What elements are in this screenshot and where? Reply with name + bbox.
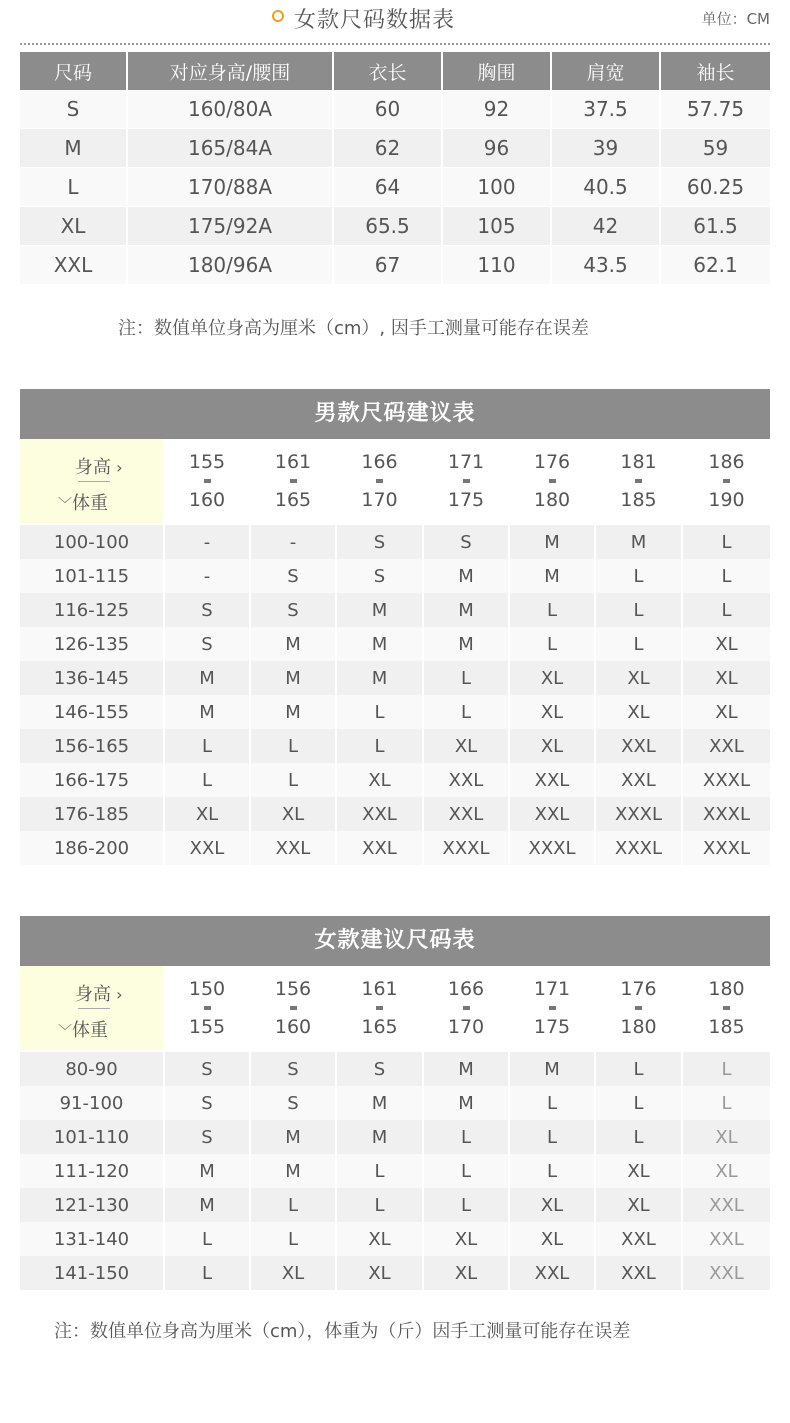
size-cell: M	[251, 1120, 337, 1154]
height-range	[251, 966, 335, 1050]
column-header: 袖长	[661, 52, 770, 90]
size-cell: M	[165, 661, 251, 695]
size-cell: XL	[510, 1188, 596, 1222]
range-dash	[290, 1006, 297, 1010]
height-min: 150	[188, 978, 226, 1000]
height-range	[165, 439, 249, 523]
height-range-header	[510, 966, 596, 1050]
size-cell: S	[251, 1052, 337, 1086]
table-row	[20, 627, 770, 661]
size-cell: L	[596, 1120, 683, 1154]
height-range-header	[337, 966, 424, 1050]
table-cell: 57.75	[661, 90, 770, 129]
weight-range-cell: 186-200	[20, 831, 165, 865]
table-cell: 96	[443, 129, 552, 168]
height-min: 155	[188, 451, 226, 473]
height-range-header	[683, 966, 770, 1050]
height-min: 171	[447, 451, 485, 473]
table-cell: 59	[661, 129, 770, 168]
size-cell: XL	[424, 729, 510, 763]
size-cell: XXL	[510, 763, 596, 797]
height-range	[683, 439, 770, 523]
table-cell: 170/88A	[128, 168, 334, 207]
size-cell: XL	[510, 729, 596, 763]
size-cell: L	[424, 1188, 510, 1222]
table-cell: 64	[334, 168, 443, 207]
height-header-row	[20, 439, 770, 523]
size-cell: M	[424, 1052, 510, 1086]
size-cell: XL	[596, 695, 683, 729]
table-row	[20, 1052, 770, 1086]
height-min: 166	[447, 978, 485, 1000]
size-cell: M	[424, 1086, 510, 1120]
table-cell: 110	[443, 246, 552, 285]
height-range-header	[596, 966, 683, 1050]
table-row	[20, 168, 770, 207]
size-cell: XL	[165, 797, 251, 831]
size-cell: XL	[251, 797, 337, 831]
size-cell: M	[424, 559, 510, 593]
size-cell: L	[683, 525, 770, 559]
column-header: 肩宽	[552, 52, 661, 90]
size-cell: XXL	[683, 1256, 770, 1290]
size-cell: M	[337, 661, 424, 695]
size-cell: L	[510, 593, 596, 627]
range-dash	[204, 1006, 211, 1010]
height-min: 181	[620, 451, 657, 473]
table-cell: 61.5	[661, 207, 770, 246]
height-max: 165	[361, 1016, 398, 1038]
size-cell: L	[683, 1052, 770, 1086]
height-max: 185	[620, 489, 657, 511]
size-cell: M	[337, 593, 424, 627]
size-cell: M	[251, 661, 337, 695]
size-cell: S	[337, 1052, 424, 1086]
column-header: 胸围	[443, 52, 552, 90]
height-min: 186	[708, 451, 745, 473]
table-row	[20, 1188, 770, 1222]
table-row	[20, 763, 770, 797]
corner-cell	[20, 966, 165, 1050]
size-cell: XL	[337, 1222, 424, 1256]
size-cell: -	[165, 559, 251, 593]
weight-label: 体重	[72, 493, 108, 514]
size-cell: L	[251, 1188, 337, 1222]
height-axis-label	[75, 980, 122, 1006]
table-cell: L	[20, 168, 128, 207]
height-min: 176	[620, 978, 657, 1000]
height-range-header	[251, 966, 337, 1050]
size-cell: S	[165, 627, 251, 661]
size-cell: L	[596, 593, 683, 627]
size-cell: XXXL	[424, 831, 510, 865]
size-cell: M	[165, 1188, 251, 1222]
weight-axis-label	[58, 489, 108, 515]
weight-range-cell: 136-145	[20, 661, 165, 695]
size-cell: L	[596, 627, 683, 661]
size-cell: L	[596, 1086, 683, 1120]
height-range	[165, 966, 249, 1050]
size-cell: XXXL	[596, 831, 683, 865]
table-cell: 180/96A	[128, 246, 334, 285]
size-cell: S	[165, 1052, 251, 1086]
size-cell: XL	[596, 1154, 683, 1188]
unit-label: 单位：CM	[701, 10, 770, 28]
size-cell: L	[596, 1052, 683, 1086]
height-range-header	[337, 439, 424, 523]
size-cell: L	[424, 1120, 510, 1154]
size-cell: L	[251, 729, 337, 763]
height-range	[424, 439, 508, 523]
table-cell: M	[20, 129, 128, 168]
size-cell: L	[165, 1222, 251, 1256]
size-table-note: 注：数值单位身高为厘米（cm）, 因手工测量可能存在误差	[118, 318, 589, 339]
size-cell: XL	[683, 661, 770, 695]
size-cell: XL	[510, 661, 596, 695]
size-cell: S	[165, 1086, 251, 1120]
size-cell: L	[165, 763, 251, 797]
women-table-title: 女款建议尺码表	[20, 916, 770, 966]
height-range	[337, 439, 422, 523]
table-header-row	[20, 52, 770, 90]
size-cell: M	[596, 525, 683, 559]
range-dash	[635, 1006, 642, 1010]
size-cell: L	[424, 695, 510, 729]
height-max: 175	[533, 1016, 571, 1038]
size-cell: -	[251, 525, 337, 559]
size-cell: XXL	[683, 1222, 770, 1256]
height-range	[424, 966, 508, 1050]
height-min: 176	[533, 451, 571, 473]
weight-range-cell: 166-175	[20, 763, 165, 797]
size-cell: XL	[683, 627, 770, 661]
size-cell: XXL	[510, 797, 596, 831]
height-max: 185	[708, 1016, 745, 1038]
size-cell: XXXL	[683, 831, 770, 865]
table-cell: 165/84A	[128, 129, 334, 168]
size-cell: XXL	[596, 763, 683, 797]
size-cell: XXXL	[683, 797, 770, 831]
weight-range-cell: 131-140	[20, 1222, 165, 1256]
table-cell: 62.1	[661, 246, 770, 285]
column-header: 对应身高/腰围	[128, 52, 334, 90]
table-row	[20, 1086, 770, 1120]
range-dash	[549, 479, 556, 483]
weight-range-cell: 111-120	[20, 1154, 165, 1188]
table-row	[20, 207, 770, 246]
range-dash	[463, 1006, 470, 1010]
size-cell: XXXL	[510, 831, 596, 865]
size-cell: L	[165, 1256, 251, 1290]
range-dash	[463, 479, 470, 483]
table-row	[20, 559, 770, 593]
table-cell: 60	[334, 90, 443, 129]
height-range-header	[596, 439, 683, 523]
table-row	[20, 695, 770, 729]
table-cell: 67	[334, 246, 443, 285]
weight-range-cell: 146-155	[20, 695, 165, 729]
weight-range-cell: 121-130	[20, 1188, 165, 1222]
height-range	[251, 439, 335, 523]
size-cell: S	[251, 593, 337, 627]
weight-range-cell: 101-115	[20, 559, 165, 593]
height-min: 161	[274, 451, 312, 473]
table-cell: 160/80A	[128, 90, 334, 129]
size-cell: M	[510, 1052, 596, 1086]
height-range	[596, 439, 681, 523]
size-cell: M	[510, 559, 596, 593]
women-size-recommendation-table	[20, 966, 770, 1290]
size-cell: XXL	[424, 763, 510, 797]
size-cell: S	[251, 1086, 337, 1120]
table-cell: 175/92A	[128, 207, 334, 246]
size-cell: L	[251, 763, 337, 797]
size-cell: XL	[510, 1222, 596, 1256]
height-range-header	[251, 439, 337, 523]
size-cell: XL	[596, 1188, 683, 1222]
size-cell: M	[251, 1154, 337, 1188]
size-cell: XXL	[596, 1222, 683, 1256]
table-row	[20, 593, 770, 627]
size-cell: L	[337, 1154, 424, 1188]
size-cell: L	[596, 559, 683, 593]
diagonal-divider	[78, 481, 110, 482]
size-cell: M	[337, 1086, 424, 1120]
size-cell: L	[683, 1086, 770, 1120]
height-max: 170	[361, 489, 398, 511]
table-cell: 65.5	[334, 207, 443, 246]
chevron-down-icon: ﹀	[58, 497, 72, 513]
height-range	[510, 966, 594, 1050]
size-cell: M	[165, 695, 251, 729]
size-cell: L	[510, 1120, 596, 1154]
weight-range-cell: 141-150	[20, 1256, 165, 1290]
size-cell: L	[683, 559, 770, 593]
table-cell: 92	[443, 90, 552, 129]
range-dash	[204, 479, 211, 483]
size-cell: S	[424, 525, 510, 559]
table-cell: XL	[20, 207, 128, 246]
height-label: 身高	[75, 984, 111, 1005]
size-cell: XXL	[337, 831, 424, 865]
height-range-header	[424, 966, 510, 1050]
table-row	[20, 1120, 770, 1154]
height-range	[337, 966, 422, 1050]
size-cell: XXL	[337, 797, 424, 831]
circle-bullet-icon	[272, 10, 284, 22]
size-cell: XXL	[251, 831, 337, 865]
size-cell: XL	[337, 1256, 424, 1290]
size-cell: L	[510, 1154, 596, 1188]
table-cell: 105	[443, 207, 552, 246]
height-max: 160	[274, 1016, 312, 1038]
table-cell: 60.25	[661, 168, 770, 207]
table-cell: 39	[552, 129, 661, 168]
size-cell: M	[251, 627, 337, 661]
height-range-header	[424, 439, 510, 523]
range-dash	[723, 479, 730, 483]
table-row	[20, 90, 770, 129]
size-cell: XL	[683, 695, 770, 729]
size-cell: -	[165, 525, 251, 559]
range-dash	[290, 479, 297, 483]
table-cell: XXL	[20, 246, 128, 285]
height-max: 155	[188, 1016, 226, 1038]
dotted-divider	[20, 43, 770, 45]
height-min: 161	[361, 978, 398, 1000]
women-table-note: 注：数值单位身高为厘米（cm），体重为（斤）因手工测量可能存在误差	[54, 1321, 631, 1342]
height-min: 156	[274, 978, 312, 1000]
size-cell: L	[424, 1154, 510, 1188]
range-dash	[376, 1006, 383, 1010]
table-cell: S	[20, 90, 128, 129]
height-max: 160	[188, 489, 226, 511]
size-cell: XXL	[424, 797, 510, 831]
size-cell: XL	[424, 1256, 510, 1290]
size-cell: XL	[683, 1120, 770, 1154]
men-size-recommendation-table	[20, 439, 770, 865]
table-row	[20, 129, 770, 168]
size-cell: M	[337, 627, 424, 661]
height-min: 171	[533, 978, 571, 1000]
size-cell: S	[337, 525, 424, 559]
height-label: 身高	[75, 457, 111, 478]
table-cell: 37.5	[552, 90, 661, 129]
height-min: 180	[708, 978, 745, 1000]
weight-axis-label	[58, 1016, 108, 1042]
size-cell: S	[251, 559, 337, 593]
size-cell: XL	[683, 1154, 770, 1188]
weight-range-cell: 156-165	[20, 729, 165, 763]
diagonal-divider	[78, 1008, 110, 1009]
size-cell: XXXL	[683, 763, 770, 797]
table-row	[20, 729, 770, 763]
height-range-header	[165, 439, 251, 523]
size-cell: L	[424, 661, 510, 695]
size-cell: M	[251, 695, 337, 729]
height-range	[596, 966, 681, 1050]
chevron-right-icon: ›	[111, 985, 123, 1004]
weight-range-cell: 101-110	[20, 1120, 165, 1154]
chevron-down-icon: ﹀	[58, 1024, 72, 1040]
size-cell: XXL	[596, 729, 683, 763]
height-axis-label	[75, 453, 122, 479]
height-min: 166	[361, 451, 398, 473]
table-cell: 40.5	[552, 168, 661, 207]
size-cell: XXL	[683, 729, 770, 763]
table-row	[20, 525, 770, 559]
table-cell: 42	[552, 207, 661, 246]
size-cell: L	[251, 1222, 337, 1256]
height-header-row	[20, 966, 770, 1050]
height-max: 170	[447, 1016, 485, 1038]
column-header: 衣长	[334, 52, 443, 90]
size-cell: S	[165, 1120, 251, 1154]
size-cell: M	[424, 593, 510, 627]
weight-label: 体重	[72, 1020, 108, 1041]
height-range-header	[683, 439, 770, 523]
table-cell: 100	[443, 168, 552, 207]
table-row	[20, 661, 770, 695]
weight-range-cell: 116-125	[20, 593, 165, 627]
table-row	[20, 797, 770, 831]
table-row	[20, 1256, 770, 1290]
page-header	[20, 0, 770, 40]
table-row	[20, 246, 770, 285]
height-range	[683, 966, 770, 1050]
size-cell: XXL	[596, 1256, 683, 1290]
range-dash	[723, 1006, 730, 1010]
size-cell: XXXL	[596, 797, 683, 831]
size-cell: L	[337, 695, 424, 729]
table-row	[20, 1154, 770, 1188]
weight-range-cell: 176-185	[20, 797, 165, 831]
size-cell: M	[424, 627, 510, 661]
size-cell: XXL	[165, 831, 251, 865]
size-cell: XL	[510, 695, 596, 729]
weight-range-cell: 126-135	[20, 627, 165, 661]
height-range-header	[165, 966, 251, 1050]
size-cell: L	[510, 627, 596, 661]
column-header: 尺码	[20, 52, 128, 90]
height-range	[510, 439, 594, 523]
size-cell: L	[337, 1188, 424, 1222]
height-max: 180	[533, 489, 571, 511]
size-cell: XXL	[510, 1256, 596, 1290]
table-cell: 43.5	[552, 246, 661, 285]
size-cell: XL	[424, 1222, 510, 1256]
size-cell: S	[337, 559, 424, 593]
size-cell: L	[510, 1086, 596, 1120]
size-cell: M	[165, 1154, 251, 1188]
size-cell: M	[510, 525, 596, 559]
weight-range-cell: 80-90	[20, 1052, 165, 1086]
table-row	[20, 1222, 770, 1256]
range-dash	[635, 479, 642, 483]
height-range-header	[510, 439, 596, 523]
size-cell: XL	[251, 1256, 337, 1290]
corner-cell	[20, 439, 165, 523]
range-dash	[549, 1006, 556, 1010]
size-cell: L	[683, 593, 770, 627]
height-max: 180	[620, 1016, 657, 1038]
chevron-right-icon: ›	[111, 458, 123, 477]
size-cell: XL	[337, 763, 424, 797]
size-cell: M	[337, 1120, 424, 1154]
men-table-title: 男款尺码建议表	[20, 389, 770, 439]
page-title: 女款尺码数据表	[294, 8, 456, 33]
size-cell: XXL	[683, 1188, 770, 1222]
size-cell: S	[165, 593, 251, 627]
size-cell: L	[165, 729, 251, 763]
table-row	[20, 831, 770, 865]
weight-range-cell: 100-100	[20, 525, 165, 559]
range-dash	[376, 479, 383, 483]
size-cell: XL	[596, 661, 683, 695]
size-data-table	[20, 52, 770, 285]
height-max: 190	[708, 489, 745, 511]
height-max: 175	[447, 489, 485, 511]
size-cell: L	[337, 729, 424, 763]
table-cell: 62	[334, 129, 443, 168]
weight-range-cell: 91-100	[20, 1086, 165, 1120]
height-max: 165	[274, 489, 312, 511]
